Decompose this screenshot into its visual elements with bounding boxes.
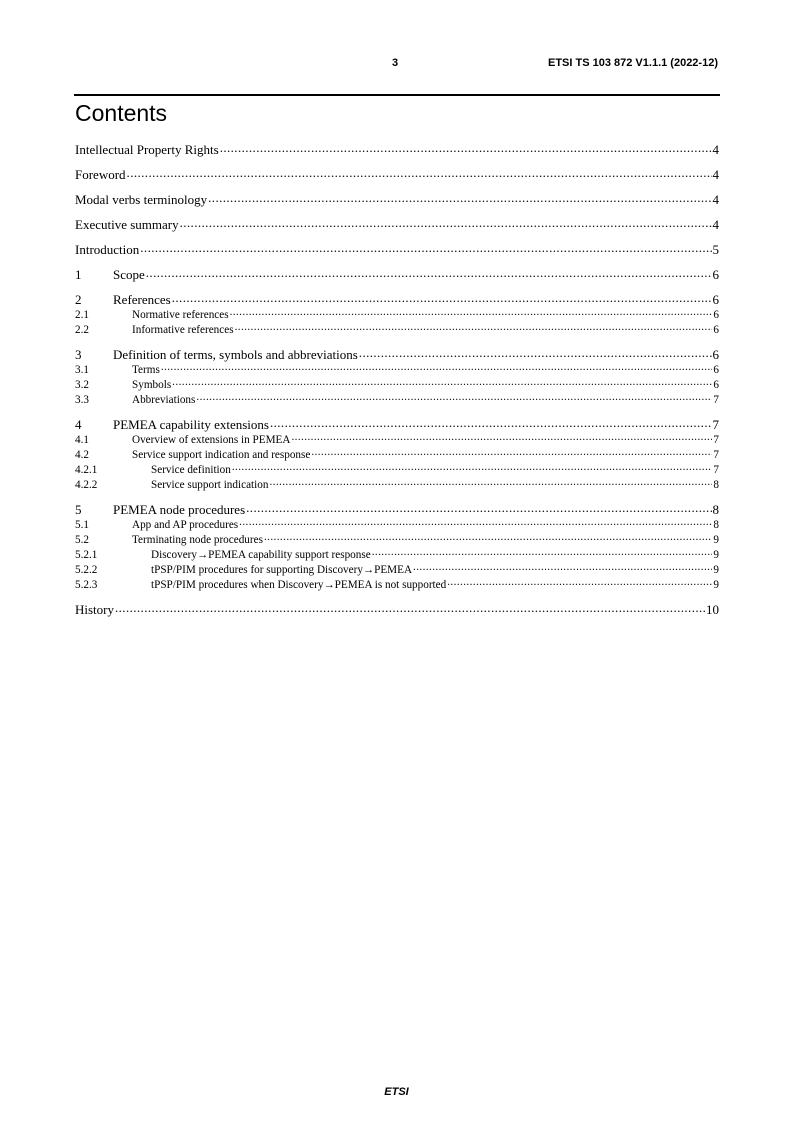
toc-entry-label: Scope: [113, 267, 145, 282]
toc-spacer: [75, 182, 719, 191]
toc-dot-leader: [172, 377, 712, 388]
toc-entry-page: 4: [712, 142, 719, 157]
toc-dot-leader: [269, 477, 712, 488]
toc-entry-number: 2.2: [75, 324, 89, 337]
document-id: ETSI TS 103 872 V1.1.1 (2022-12): [548, 57, 718, 69]
toc-entry-label: Terminating node procedures: [132, 534, 263, 547]
toc-entry-label: Foreword: [75, 167, 126, 182]
toc-entry-number: 5.1: [75, 519, 89, 532]
toc-entry-label: Executive summary: [75, 217, 179, 232]
toc-entry-label: Informative references: [132, 324, 234, 337]
toc-entry-number: 3: [75, 347, 82, 362]
toc-entry[interactable]: [75, 601, 719, 617]
toc-entry-page: 8: [713, 519, 719, 532]
toc-entry-number: 4.1: [75, 434, 89, 447]
toc-dot-leader: [140, 241, 711, 254]
toc-entry[interactable]: [75, 216, 719, 232]
toc-entry-label: References: [113, 292, 171, 307]
toc-entry[interactable]: [75, 477, 719, 492]
toc-entry[interactable]: [75, 322, 719, 337]
toc-entry-page: 9: [713, 579, 719, 592]
page-title: Contents: [75, 100, 168, 126]
toc-entry-number: 5.2: [75, 534, 89, 547]
toc-entry[interactable]: [75, 266, 719, 282]
toc-entry[interactable]: [75, 432, 719, 447]
toc-entry-page: 6: [712, 292, 719, 307]
footer-etsi: ETSI: [384, 1086, 409, 1098]
toc-entry-number: 3.1: [75, 364, 89, 377]
toc-dot-leader: [311, 447, 712, 458]
toc-entry[interactable]: [75, 291, 719, 307]
toc-entry-number: 1: [75, 267, 82, 282]
toc-entry-page: 7: [713, 394, 719, 407]
toc-entry-label: Definition of terms, symbols and abbreviations: [113, 347, 358, 362]
toc-entry-page: 6: [713, 379, 719, 392]
toc-dot-leader: [208, 191, 711, 204]
toc-entry[interactable]: [75, 532, 719, 547]
toc-entry[interactable]: [75, 447, 719, 462]
toc-entry[interactable]: [75, 346, 719, 362]
toc-entry-page: 4: [712, 167, 719, 182]
toc-entry-number: 4: [75, 417, 82, 432]
toc-entry-number: 5: [75, 502, 82, 517]
toc-spacer: [75, 257, 719, 266]
toc-entry-label: Introduction: [75, 242, 140, 257]
toc-dot-leader: [146, 266, 712, 279]
toc-dot-leader: [264, 532, 712, 543]
toc-entry-label: Service support indication and response: [132, 449, 311, 462]
toc-entry-page: 9: [713, 534, 719, 547]
toc-entry[interactable]: [75, 547, 719, 562]
toc-entry-page: 7: [713, 434, 719, 447]
toc-entry-number: 4.2: [75, 449, 89, 462]
toc-entry-label: PEMEA node procedures: [113, 502, 246, 517]
page-number: 3: [392, 57, 399, 69]
toc-entry-page: 4: [712, 192, 719, 207]
toc-dot-leader: [447, 577, 712, 588]
toc-entry-label: tPSP/PIM procedures for supporting Discovery→PEMEA: [151, 564, 413, 577]
toc-entry-label: Symbols: [132, 379, 172, 392]
toc-entry-page: 9: [713, 549, 719, 562]
toc-entry-label: History: [75, 602, 114, 617]
toc-entry-label: Terms: [132, 364, 160, 377]
toc-entry[interactable]: [75, 577, 719, 592]
toc-dot-leader: [115, 601, 705, 614]
toc-entry-number: 2.1: [75, 309, 89, 322]
toc-entry-label: tPSP/PIM procedures when Discovery→PEMEA is not supported: [151, 579, 447, 592]
toc-dot-leader: [220, 141, 712, 154]
toc-entry[interactable]: [75, 362, 719, 377]
toc-spacer: [75, 207, 719, 216]
toc-dot-leader: [127, 166, 712, 179]
table-of-contents: [75, 141, 719, 617]
toc-dot-leader: [161, 362, 713, 373]
toc-entry-page: 8: [712, 502, 719, 517]
toc-entry[interactable]: [75, 191, 719, 207]
toc-spacer: [75, 157, 719, 166]
toc-entry[interactable]: [75, 517, 719, 532]
toc-entry-number: 5.2.1: [75, 549, 98, 562]
toc-dot-leader: [239, 517, 712, 528]
toc-dot-leader: [413, 562, 712, 573]
toc-dot-leader: [230, 307, 713, 318]
toc-entry-page: 6: [712, 267, 719, 282]
toc-spacer: [75, 592, 719, 601]
toc-entry-page: 6: [712, 347, 719, 362]
toc-entry[interactable]: [75, 462, 719, 477]
toc-entry-page: 6: [713, 309, 719, 322]
toc-entry[interactable]: [75, 501, 719, 517]
toc-entry-label: Modal verbs terminology: [75, 192, 208, 207]
toc-entry-label: Overview of extensions in PEMEA: [132, 434, 291, 447]
toc-dot-leader: [196, 392, 712, 403]
toc-spacer: [75, 492, 719, 501]
toc-entry[interactable]: [75, 307, 719, 322]
toc-entry[interactable]: [75, 166, 719, 182]
toc-entry-number: 2: [75, 292, 82, 307]
toc-entry[interactable]: [75, 416, 719, 432]
toc-entry-page: 5: [712, 242, 719, 257]
toc-dot-leader: [235, 322, 713, 333]
toc-entry[interactable]: [75, 562, 719, 577]
toc-dot-leader: [270, 416, 712, 429]
toc-spacer: [75, 337, 719, 346]
toc-entry-label: App and AP procedures: [132, 519, 239, 532]
toc-entry[interactable]: [75, 392, 719, 407]
toc-spacer: [75, 282, 719, 291]
toc-dot-leader: [232, 462, 713, 473]
toc-entry-number: 4.2.1: [75, 464, 98, 477]
toc-entry-number: 3.2: [75, 379, 89, 392]
toc-dot-leader: [372, 547, 713, 558]
toc-entry-page: 4: [712, 217, 719, 232]
toc-entry-number: 3.3: [75, 394, 89, 407]
header-divider: [74, 94, 720, 96]
toc-entry[interactable]: [75, 241, 719, 257]
toc-entry-label: Normative references: [132, 309, 229, 322]
toc-dot-leader: [180, 216, 712, 229]
toc-entry[interactable]: [75, 377, 719, 392]
toc-entry-label: Abbreviations: [132, 394, 196, 407]
toc-entry-page: 7: [713, 449, 719, 462]
toc-spacer: [75, 407, 719, 416]
toc-entry-label: Service definition: [151, 464, 231, 477]
toc-entry-number: 5.2.2: [75, 564, 98, 577]
toc-dot-leader: [291, 432, 712, 443]
toc-dot-leader: [172, 291, 712, 304]
toc-spacer: [75, 232, 719, 241]
toc-entry-page: 7: [712, 417, 719, 432]
toc-entry-number: 4.2.2: [75, 479, 98, 492]
toc-entry-page: 6: [713, 364, 719, 377]
toc-dot-leader: [359, 346, 712, 359]
toc-entry-page: 10: [706, 602, 719, 617]
toc-entry-page: 9: [713, 564, 719, 577]
toc-entry[interactable]: [75, 141, 719, 157]
toc-entry-label: Discovery→PEMEA capability support response: [151, 549, 371, 562]
toc-entry-page: 6: [713, 324, 719, 337]
toc-dot-leader: [246, 501, 711, 514]
toc-entry-page: 7: [713, 464, 719, 477]
toc-entry-page: 8: [713, 479, 719, 492]
toc-entry-label: Intellectual Property Rights: [75, 142, 219, 157]
toc-entry-label: PEMEA capability extensions: [113, 417, 269, 432]
toc-entry-number: 5.2.3: [75, 579, 98, 592]
toc-entry-label: Service support indication: [151, 479, 269, 492]
